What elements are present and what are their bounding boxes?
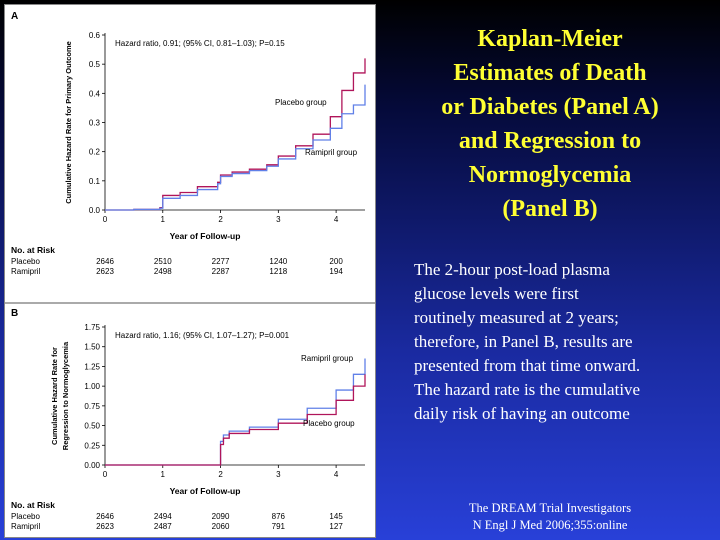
body-line: The hazard rate is the cumulative [414,380,641,399]
x-tick-label: 0 [102,470,108,479]
x-tick-label: 1 [160,215,166,224]
at-risk-value: 2498 [153,267,172,276]
x-tick-label: 3 [276,215,281,224]
at-risk-value: 2060 [211,522,230,531]
series-label: Ramipril group [301,354,354,363]
at-risk-value: 2494 [153,512,172,521]
at-risk-value: 2287 [211,267,230,276]
at-risk-value: 2646 [96,257,114,266]
y-tick-label: 0.50 [84,421,100,431]
x-tick-label: 3 [276,470,281,479]
title-line: Estimates of Death [453,60,647,86]
series-label: Ramipril group [305,148,358,157]
series-label: Placebo group [303,419,355,428]
title-line: Normoglycemia [468,162,632,188]
x-tick-label: 4 [333,470,339,479]
at-risk-heading: No. at Risk [11,500,55,510]
at-risk-value: 876 [271,512,286,521]
at-risk-value: 791 [271,522,286,531]
at-risk-value: 2510 [153,257,172,266]
at-risk-value: 145 [329,512,343,521]
at-risk-row-label: Ramipril [11,267,41,276]
title-line: or Diabetes (Panel A) [441,94,659,120]
body-line: presented from that time onward. [414,356,641,375]
y-tick-label: 0.00 [84,461,100,470]
at-risk-value: 194 [329,267,343,276]
y-axis-label: Cumulative Hazard Rate for [50,347,59,445]
title-line: Kaplan-Meier [477,26,623,52]
y-tick-label: 0.2 [88,147,100,157]
title-line: and Regression to [458,128,642,154]
citation [440,500,660,534]
hazard-ratio-annotation: Hazard ratio, 1.16; (95% CI, 1.07–1.27); P=0.001 [115,331,290,340]
at-risk-row-label: Placebo [11,512,40,521]
x-axis-label: Year of Follow-up [169,231,241,241]
at-risk-value: 2646 [96,512,114,521]
citation-line: N Engl J Med 2006;355:online [472,518,628,532]
y-tick-label: 0.1 [88,176,100,186]
x-tick-label: 2 [218,470,223,479]
at-risk-value: 127 [329,522,343,531]
y-tick-label: 1.50 [84,342,100,352]
title-line: (Panel B) [502,196,598,222]
at-risk-row-label: Ramipril [11,522,41,531]
x-tick-label: 0 [102,215,108,224]
x-tick-label: 1 [160,470,166,479]
body-line: The 2-hour post-load plasma [414,260,610,279]
hazard-ratio-annotation: Hazard ratio, 0.91; (95% CI, 0.81–1.03); P=0.15 [115,39,285,48]
body-line: daily risk of having an outcome [414,404,630,423]
y-tick-label: 1.75 [84,323,100,332]
at-risk-value: 1240 [269,257,288,266]
y-tick-label: 0.0 [88,206,100,215]
x-tick-label: 2 [218,215,223,224]
slide-title [400,22,700,226]
at-risk-row-label: Placebo [11,257,40,266]
at-risk-heading: No. at Risk [11,245,55,255]
y-axis-label: Regression to Normoglycemia [61,341,70,451]
series-line [105,58,365,210]
series-line [105,359,365,465]
x-axis-label: Year of Follow-up [169,486,241,496]
slide-body-text [414,258,714,426]
at-risk-value: 2623 [96,267,114,276]
body-line: glucose levels were first [414,284,579,303]
y-tick-label: 0.5 [88,60,100,70]
at-risk-value: 2090 [211,512,230,521]
at-risk-value: 1218 [269,267,288,276]
at-risk-value: 2623 [96,522,114,531]
body-line: therefore, in Panel B, results are [414,332,633,351]
body-line: routinely measured at 2 years; [414,308,619,327]
km-figure-svg [5,5,375,537]
y-tick-label: 1.00 [84,382,100,392]
y-tick-label: 0.3 [88,118,100,128]
y-tick-label: 0.4 [88,89,100,99]
y-axis-label: Cumulative Hazard Rate for Primary Outcome [64,41,73,204]
at-risk-value: 2277 [211,257,230,266]
at-risk-value: 200 [329,257,343,266]
panel-label: A [11,11,19,22]
y-tick-label: 0.25 [84,441,100,451]
y-tick-label: 1.25 [84,362,100,372]
panel-label: B [11,308,19,319]
series-label: Placebo group [275,98,327,107]
citation-line: The DREAM Trial Investigators [468,501,632,515]
y-tick-label: 0.6 [88,31,100,40]
x-tick-label: 4 [333,215,339,224]
km-figure [4,4,376,538]
at-risk-value: 2487 [153,522,172,531]
y-tick-label: 0.75 [84,401,100,411]
